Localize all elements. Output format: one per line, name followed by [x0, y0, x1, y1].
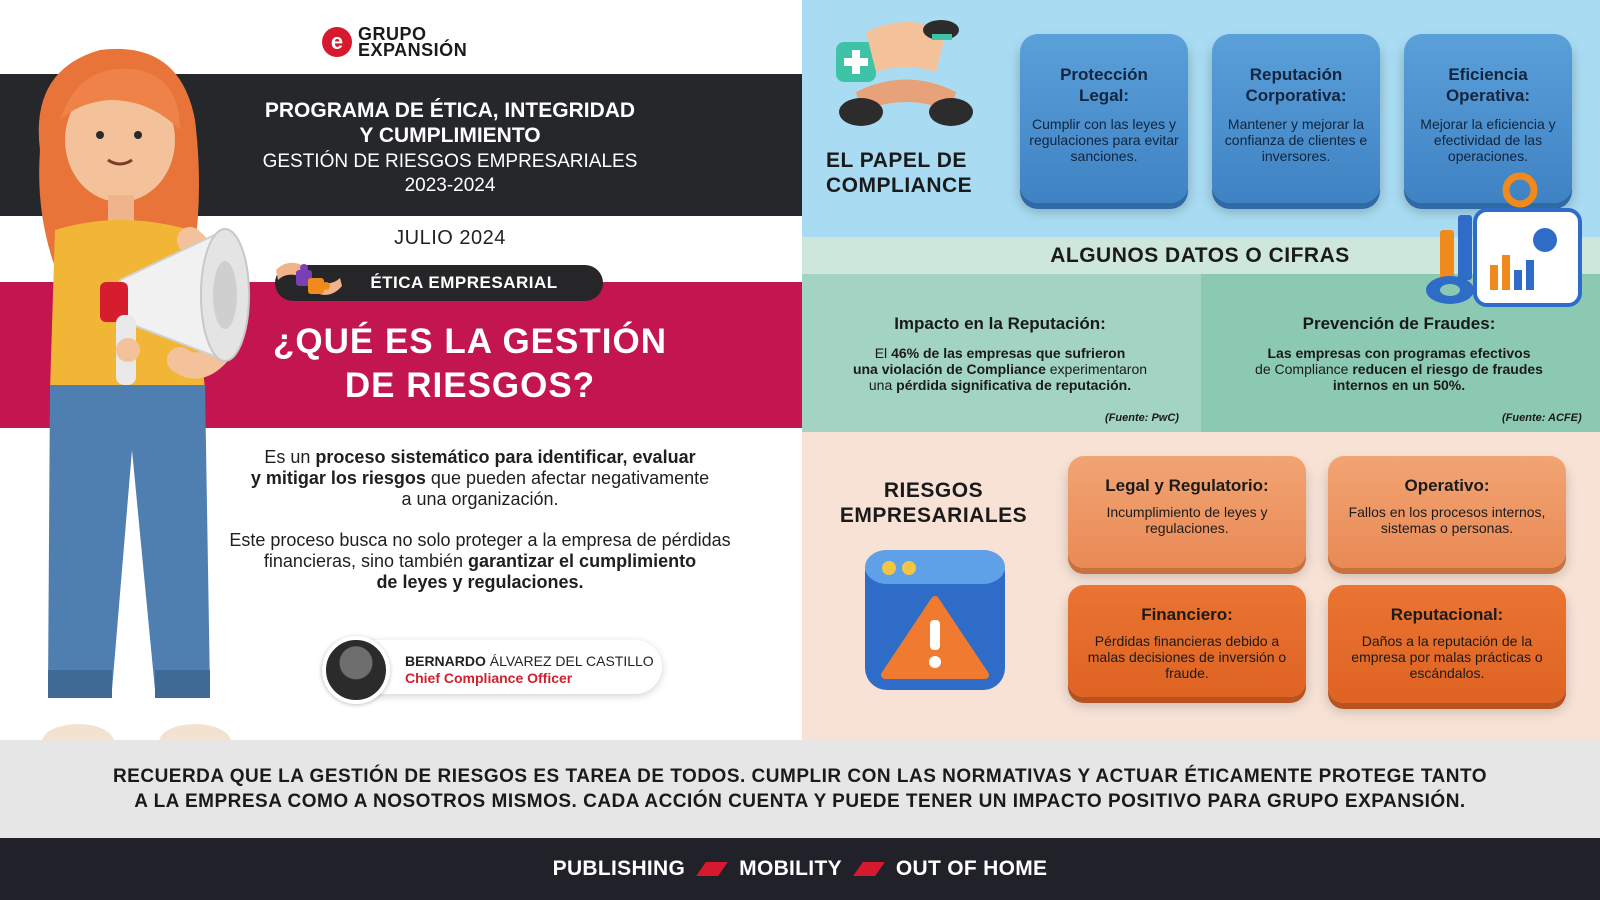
footer-out-of-home: OUT OF HOME — [895, 857, 1048, 880]
logo-mark-icon: e — [322, 27, 352, 57]
chart-dashboard-icon — [1420, 170, 1590, 320]
data-title: ALGUNOS DATOS O CIFRAS — [1050, 244, 1350, 267]
fraud-prevention-text: Las empresas con programas efectivos de Compliance reducen el riesgo de fraudes internos en un 50%. — [1255, 345, 1543, 393]
character-illustration — [20, 30, 250, 770]
section-pill: ÉTICA EMPRESARIAL — [275, 265, 603, 301]
definition-paragraph: Es un proceso sistemático para identificar, evaluar y mitigar los riesgos que pueden afectar negativamente a una organización. — [250, 447, 710, 509]
business-risks-title: RIESGOS EMPRESARIALES — [839, 479, 1028, 527]
issue-date: JULIO 2024 — [394, 227, 506, 249]
card-legal-protection: Protección Legal: Cumplir con las leyes y regulaciones para evitar sanciones. — [1020, 34, 1188, 203]
author-role: Chief Compliance Officer — [405, 670, 573, 686]
footer-bar — [0, 838, 1600, 900]
purpose-paragraph: Este proceso busca no solo proteger a la empresa de pérdidas financieras, sino también garantizar el cumplimiento de leyes y regulaciones. — [229, 530, 731, 592]
card-corporate-reputation: Reputación Corporativa: Mantener y mejorar la confianza de clientes e inversores. — [1212, 34, 1380, 203]
program-subtitle: GESTIÓN DE RIESGOS EMPRESARIALES 2023-2024 — [262, 151, 638, 196]
author-name: BERNARDO ÁLVAREZ DEL CASTILLO — [405, 653, 654, 669]
risk-card-reputational: Reputacional: Daños a la reputación de la empresa por malas prácticas o escándalos. — [1328, 585, 1566, 703]
reputation-impact-heading: Impacto en la Reputación: — [894, 314, 1106, 333]
program-title: PROGRAMA DE ÉTICA, INTEGRIDAD Y CUMPLIMIENTO — [264, 99, 636, 147]
compliance-role-title: EL PAPEL DE COMPLIANCE — [826, 149, 973, 197]
reminder-text: RECUERDA QUE LA GESTIÓN DE RIESGOS ES TAREA DE TODOS. CUMPLIR CON LAS NORMATIVAS Y ACTUAR ÉTICAMENTE PROTEGE TANTO A LA EMPRESA COMO A NOSOTROS MISMOS. CADA ACCIÓN CUENTA Y PUEDE TENER UN IMPACTO POSITIVO PARA GRUPO EXPANSIÓN. — [112, 766, 1488, 812]
slash-divider-icon — [696, 862, 728, 876]
author-avatar — [322, 636, 390, 704]
logo-line-2: EXPANSIÓN — [358, 40, 468, 60]
card-operational-efficiency: Eficiencia Operativa: Mejorar la eficiencia y efectividad de las operaciones. — [1404, 34, 1572, 203]
footer-publishing: PUBLISHING — [552, 857, 686, 880]
risk-card-financial: Financiero: Pérdidas financieras debido a malas decisiones de inversión o fraude. — [1068, 585, 1306, 697]
risk-card-operational: Operativo: Fallos en los procesos internos, sistemas o personas. — [1328, 456, 1566, 568]
footer-mobility: MOBILITY — [739, 857, 842, 880]
puzzle-hands-icon — [274, 256, 344, 306]
reputation-impact-text: El 46% de las empresas que sufrieron una violación de Compliance experimentaron una pérdida significativa de reputación. — [852, 345, 1148, 393]
main-question: ¿QUÉ ES LA GESTIÓN DE RIESGOS? — [273, 322, 667, 405]
slash-divider-icon — [853, 862, 885, 876]
warning-window-icon — [855, 540, 1020, 705]
logo-line-1: GRUPO — [358, 24, 427, 44]
source-acfe: (Fuente: ACFE) — [1502, 412, 1582, 424]
source-pwc: (Fuente: PwC) — [1105, 412, 1179, 424]
grupo-expansion-logo — [322, 26, 467, 58]
hands-together-icon — [826, 12, 986, 137]
risk-card-legal: Legal y Regulatorio: Incumplimiento de leyes y regulaciones. — [1068, 456, 1306, 568]
fraud-prevention-heading: Prevención de Fraudes: — [1302, 314, 1496, 333]
